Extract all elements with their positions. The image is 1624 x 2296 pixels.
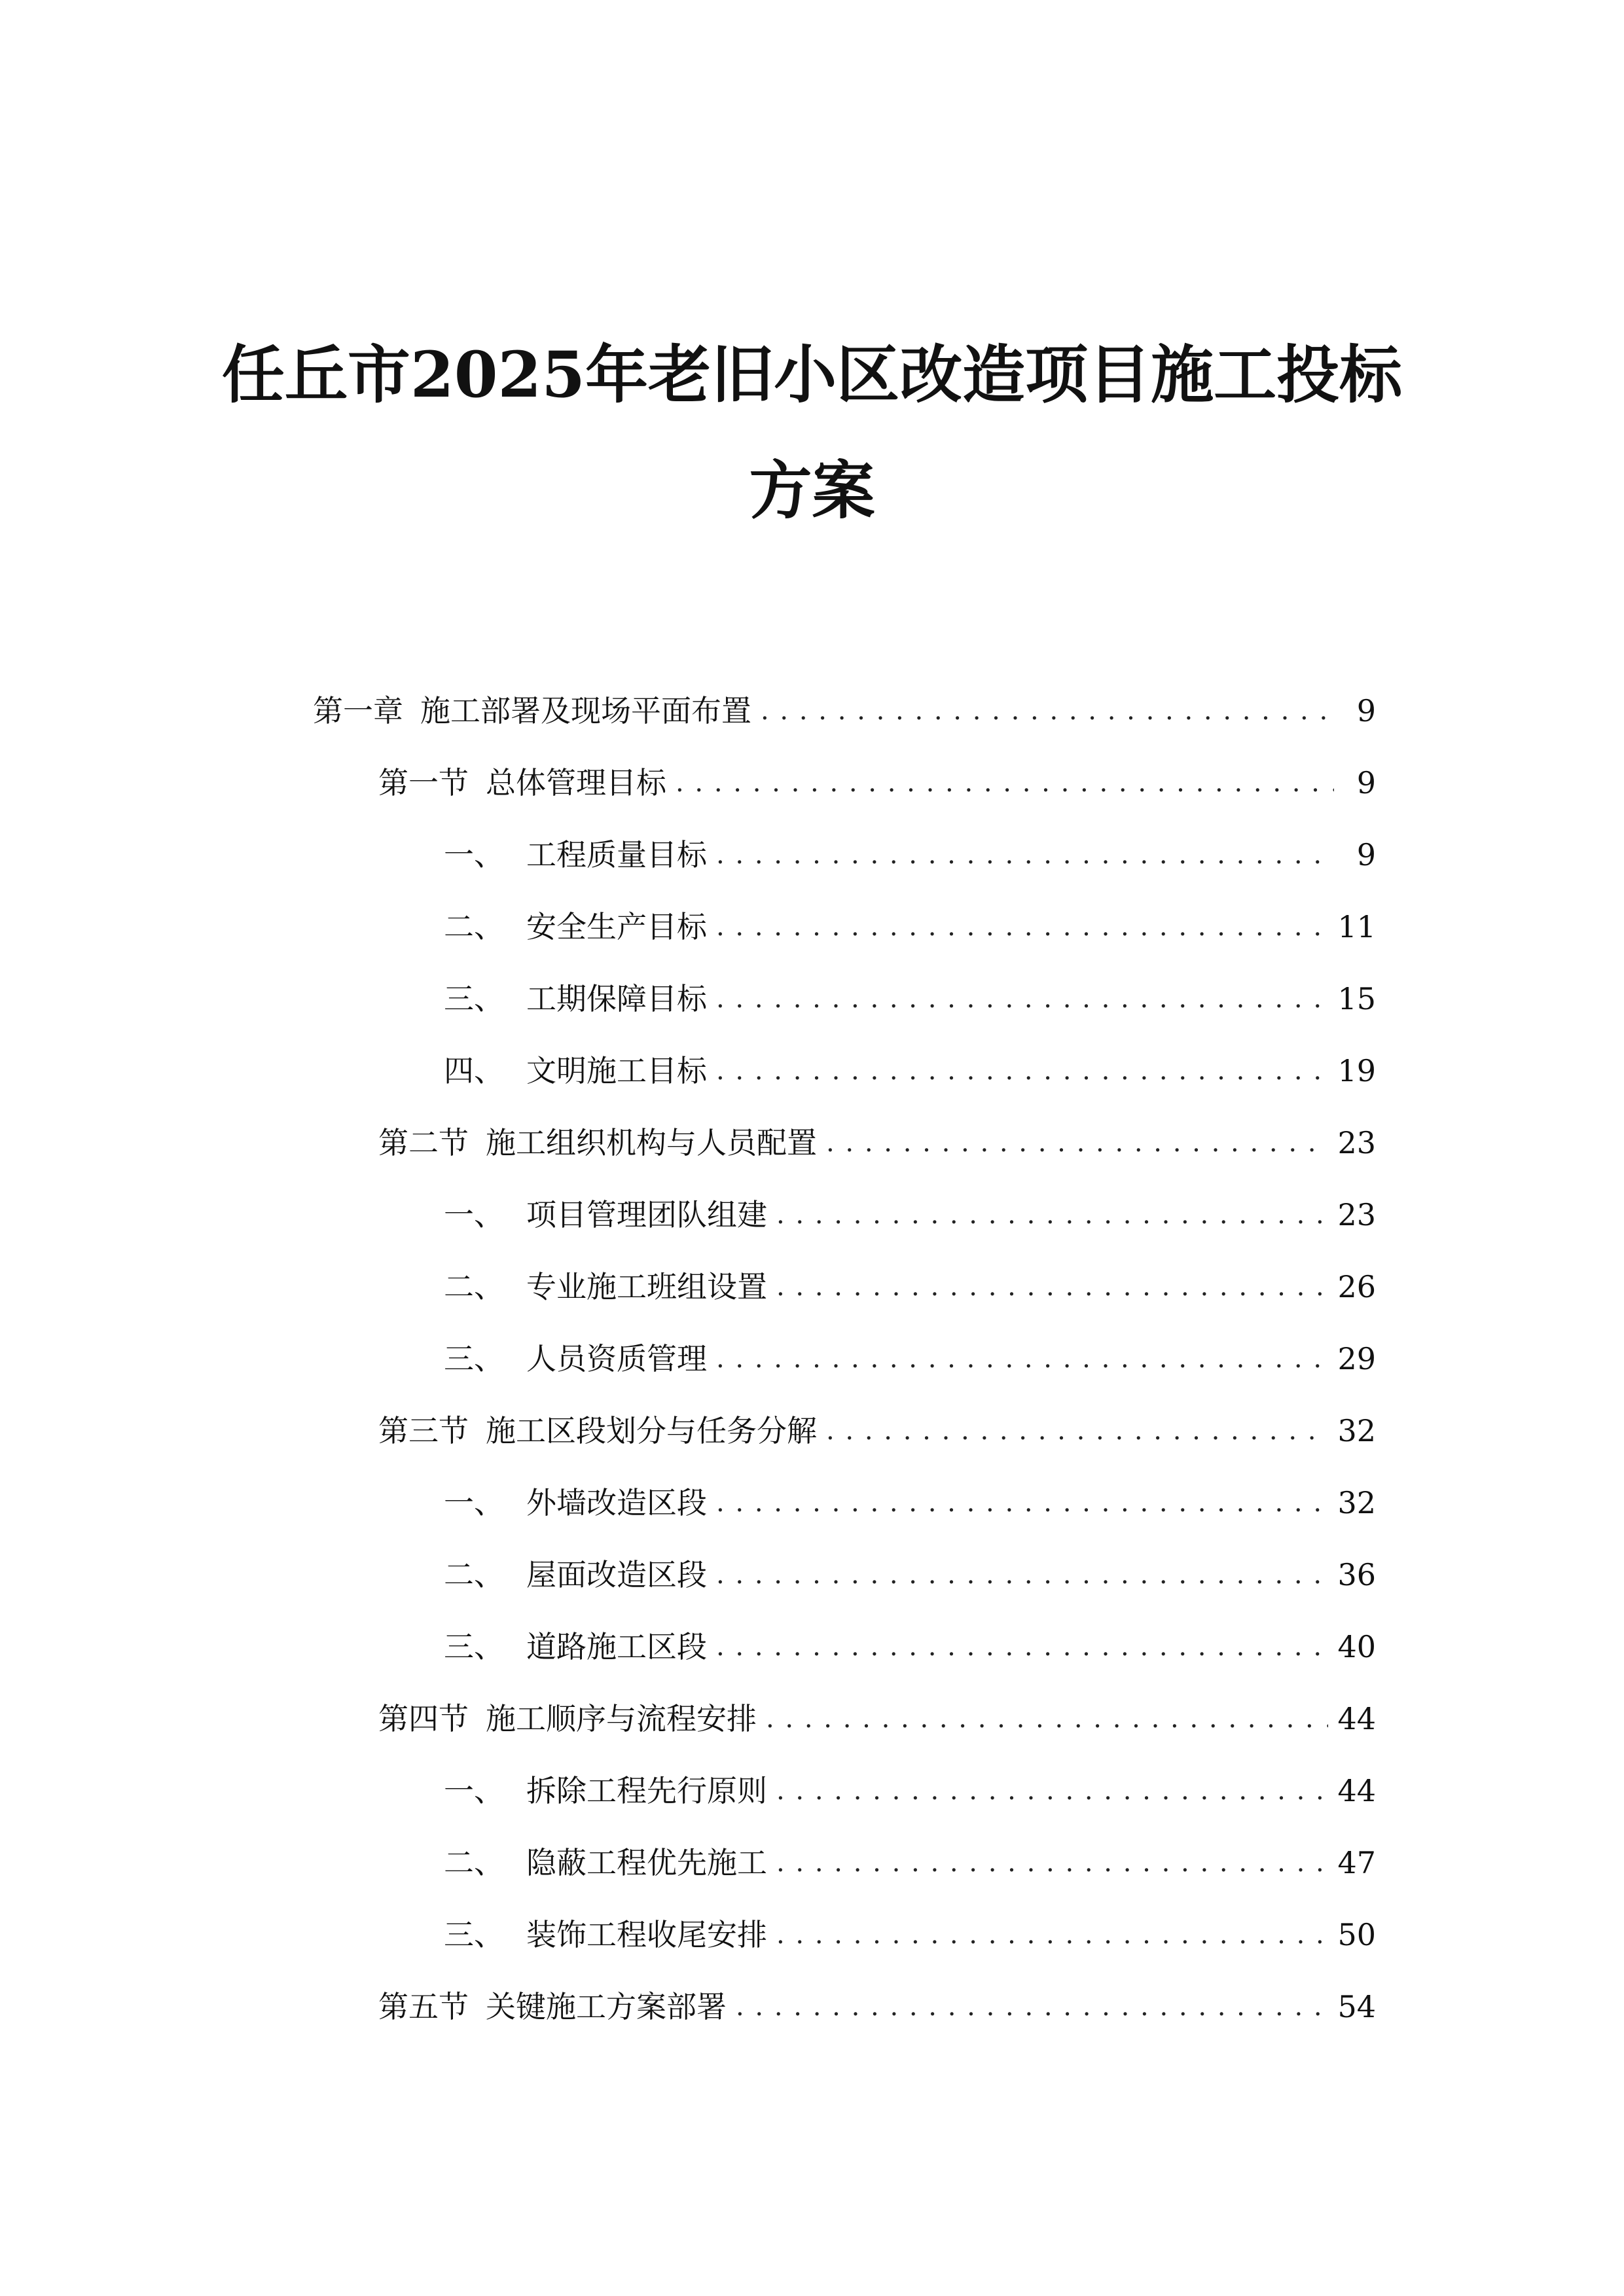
toc-entry-title: 道路施工区段 xyxy=(526,1629,707,1664)
toc-entry-number: 第五节 xyxy=(378,1989,469,2024)
toc-entry-title: 人员资质管理 xyxy=(526,1341,707,1376)
toc-entry-number: 四、 xyxy=(444,1053,504,1088)
toc-entry-number: 第四节 xyxy=(378,1701,469,1736)
toc-entry-title: 隐蔽工程优先施工 xyxy=(526,1845,767,1880)
toc-entry-page-number: 47 xyxy=(1337,1845,1376,1880)
toc-entry-page-number: 32 xyxy=(1337,1413,1376,1448)
toc-entry-number: 三、 xyxy=(444,981,504,1016)
toc-entry-page-number: 11 xyxy=(1337,909,1376,944)
toc-entry-page-number: 50 xyxy=(1337,1917,1376,1952)
toc-entry[interactable] xyxy=(378,1987,1376,2026)
toc-dot-leader xyxy=(776,1843,1328,1882)
toc-entry-number: 一、 xyxy=(444,1197,504,1232)
toc-entry-title: 项目管理团队组建 xyxy=(526,1197,767,1232)
toc-dot-leader xyxy=(776,1195,1328,1234)
toc-entry-title: 文明施工目标 xyxy=(526,1053,707,1088)
toc-dot-leader xyxy=(716,1555,1328,1594)
toc-entry-page-number: 23 xyxy=(1337,1197,1376,1232)
toc-entry-title: 工程质量目标 xyxy=(526,837,707,872)
toc-entry-number: 三、 xyxy=(444,1629,504,1664)
toc-entry-title: 拆除工程先行原则 xyxy=(526,1773,767,1808)
toc-dot-leader xyxy=(776,1771,1328,1810)
toc-entry[interactable] xyxy=(444,1483,1376,1522)
toc-entry[interactable] xyxy=(444,1555,1376,1594)
toc-entry-title: 施工顺序与流程安排 xyxy=(486,1701,757,1736)
toc-entry[interactable] xyxy=(444,1051,1376,1090)
toc-entry-page-number: 9 xyxy=(1356,765,1376,800)
toc-dot-leader xyxy=(776,1915,1328,1954)
toc-entry-page-number: 29 xyxy=(1337,1341,1376,1376)
toc-entry-title: 装饰工程收尾安排 xyxy=(526,1917,767,1952)
document-title-line-2: 方案 xyxy=(749,454,875,528)
toc-entry-title: 关键施工方案部署 xyxy=(486,1989,727,2024)
toc-dot-leader xyxy=(826,1411,1328,1450)
toc-entry[interactable] xyxy=(378,1411,1376,1450)
toc-entry[interactable] xyxy=(444,1627,1376,1666)
toc-dot-leader xyxy=(761,691,1334,730)
toc-entry-title: 施工组织机构与人员配置 xyxy=(486,1125,817,1160)
toc-entry-title: 施工部署及现场平面布置 xyxy=(420,693,751,728)
toc-entry-page-number: 40 xyxy=(1337,1629,1376,1664)
toc-entry-page-number: 36 xyxy=(1337,1557,1376,1592)
toc-entry[interactable] xyxy=(444,1915,1376,1954)
toc-entry-number: 二、 xyxy=(444,1557,504,1592)
toc-entry-number: 二、 xyxy=(444,1845,504,1880)
toc-entry-page-number: 15 xyxy=(1337,981,1376,1016)
toc-entry[interactable] xyxy=(378,1699,1376,1738)
toc-dot-leader xyxy=(716,1627,1328,1666)
toc-entry-number: 一、 xyxy=(444,837,504,872)
toc-entry-number: 三、 xyxy=(444,1341,504,1376)
toc-entry-page-number: 19 xyxy=(1337,1053,1376,1088)
toc-entry-page-number: 32 xyxy=(1337,1485,1376,1520)
toc-entry-title: 总体管理目标 xyxy=(486,765,666,800)
toc-entry[interactable] xyxy=(444,1843,1376,1882)
toc-entry-title: 施工区段划分与任务分解 xyxy=(486,1413,817,1448)
toc-entry[interactable] xyxy=(444,1771,1376,1810)
toc-entry[interactable] xyxy=(444,979,1376,1018)
toc-dot-leader xyxy=(716,907,1328,946)
toc-entry-number: 第二节 xyxy=(378,1125,469,1160)
toc-entry-page-number: 26 xyxy=(1337,1269,1376,1304)
toc-entry[interactable] xyxy=(444,835,1376,874)
toc-entry-title: 专业施工班组设置 xyxy=(526,1269,767,1304)
toc-entry[interactable] xyxy=(313,691,1376,730)
toc-entry-page-number: 9 xyxy=(1356,837,1376,872)
toc-entry[interactable] xyxy=(444,907,1376,946)
toc-dot-leader xyxy=(766,1699,1328,1738)
toc-entry-number: 一、 xyxy=(444,1773,504,1808)
toc-entry-title: 外墙改造区段 xyxy=(526,1485,707,1520)
toc-entry-number: 第一章 xyxy=(313,693,403,728)
toc-entry-page-number: 44 xyxy=(1337,1701,1376,1736)
toc-entry-number: 二、 xyxy=(444,909,504,944)
toc-entry-number: 第一节 xyxy=(378,765,469,800)
toc-entry-title: 屋面改造区段 xyxy=(526,1557,707,1592)
toc-entry-number: 第三节 xyxy=(378,1413,469,1448)
document-title-line-1: 任丘市2025年老旧小区改造项目施工投标 xyxy=(221,338,1403,412)
toc-dot-leader xyxy=(776,1267,1328,1306)
toc-entry-number: 三、 xyxy=(444,1917,504,1952)
toc-entry-page-number: 44 xyxy=(1337,1773,1376,1808)
toc-dot-leader xyxy=(826,1123,1328,1162)
toc-dot-leader xyxy=(736,1987,1328,2026)
toc-entry[interactable] xyxy=(444,1195,1376,1234)
toc-entry[interactable] xyxy=(444,1339,1376,1378)
toc-dot-leader xyxy=(716,1483,1328,1522)
toc-entry[interactable] xyxy=(378,763,1376,802)
toc-entry-title: 安全生产目标 xyxy=(526,909,707,944)
toc-entry-page-number: 54 xyxy=(1337,1989,1376,2024)
toc-dot-leader xyxy=(716,1051,1328,1090)
toc-entry-title: 工期保障目标 xyxy=(526,981,707,1016)
toc-dot-leader xyxy=(716,979,1328,1018)
toc-entry[interactable] xyxy=(444,1267,1376,1306)
toc-entry-page-number: 23 xyxy=(1337,1125,1376,1160)
toc-dot-leader xyxy=(716,835,1334,874)
toc-dot-leader xyxy=(676,763,1334,802)
toc-entry-number: 一、 xyxy=(444,1485,504,1520)
toc-entry-page-number: 9 xyxy=(1356,693,1376,728)
toc-dot-leader xyxy=(716,1339,1328,1378)
toc-entry-number: 二、 xyxy=(444,1269,504,1304)
toc-entry[interactable] xyxy=(378,1123,1376,1162)
